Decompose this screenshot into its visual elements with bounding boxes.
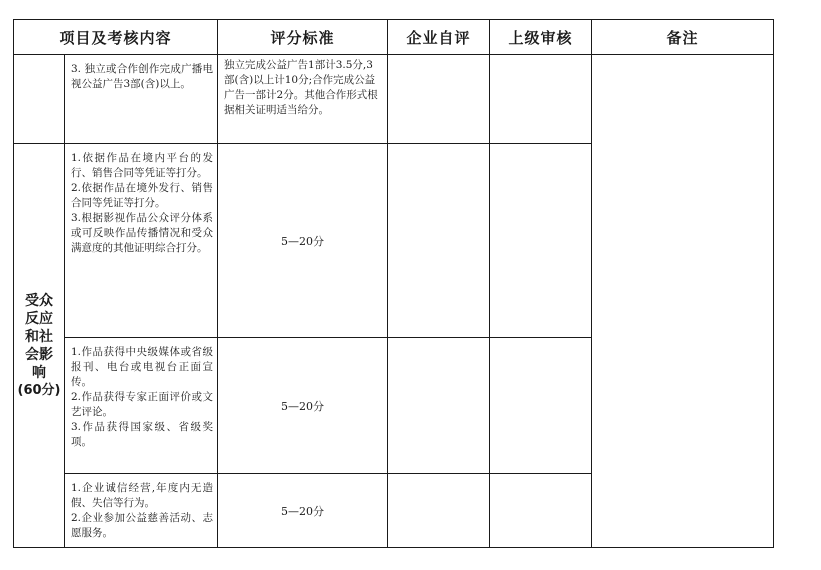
content-text: 1.企业诚信经营,年度内无造假、失信等行为。 2.企业参加公益慈善活动、志愿服务。 [71,482,214,539]
self-eval-cell[interactable] [388,144,490,338]
self-eval-cell[interactable] [388,474,490,548]
content-text: 3. 独立或合作创作完成广播电视公益广告3部(含)以上。 [71,63,214,90]
category-score: (60分) [17,382,61,398]
review-cell[interactable] [490,144,592,338]
header-review: 上级审核 [490,20,592,55]
content-cell [65,55,218,144]
self-eval-cell[interactable] [388,55,490,144]
review-cell[interactable] [490,55,592,144]
empty-category-cell [14,55,65,144]
content-cell [65,338,218,474]
standard-text: 独立完成公益广告1部计3.5分,3部(含)以上计10分;合作完成公益广告一部计2分。其他合作形式根据相关证明适当给分。 [224,59,378,116]
review-cell[interactable] [490,474,592,548]
note-cell[interactable] [592,55,774,548]
category-cell [14,144,65,548]
header-self-eval: 企业自评 [388,20,490,55]
header-row [14,20,774,55]
content-cell [65,144,218,338]
table-row [14,55,774,144]
score-range: 5—20分 [218,144,388,338]
header-note: 备注 [592,20,774,55]
review-cell[interactable] [490,338,592,474]
evaluation-table [13,19,774,548]
score-range: 5—20分 [218,338,388,474]
header-item: 项目及考核内容 [14,20,218,55]
content-text: 1.作品获得中央级媒体或省级报刊、电台或电视台正面宣传。 2.作品获得专家正面评价或文艺评论。 3.作品获得国家级、省级奖项。 [71,346,214,448]
score-range: 5—20分 [218,474,388,548]
content-cell [65,474,218,548]
header-standard: 评分标准 [218,20,388,55]
content-text: 1.依据作品在境内平台的发行、销售合同等凭证等打分。 2.依据作品在境外发行、销售合同等凭证等打分。 3.根据影视作品公众评分体系或可反映作品传播情况和受众满意度的其他证明综合打分。 [71,152,214,254]
self-eval-cell[interactable] [388,338,490,474]
category-name: 受众反应和社会影响 [25,292,53,381]
standard-cell [218,55,388,144]
